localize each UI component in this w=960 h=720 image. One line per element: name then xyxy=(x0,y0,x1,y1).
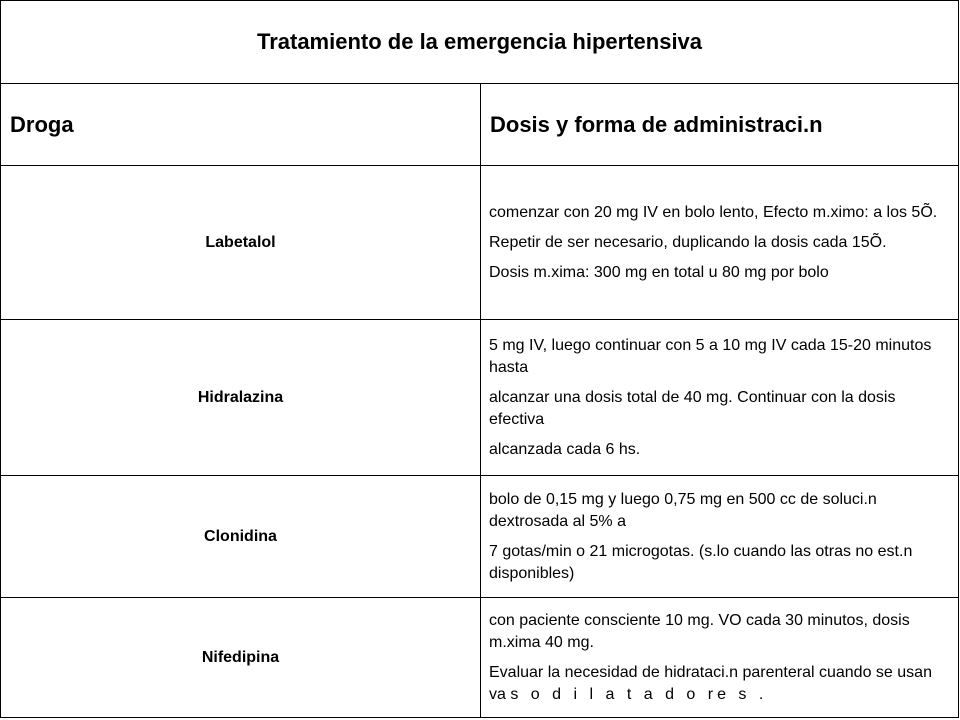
dose-cell xyxy=(481,598,959,718)
dose-line: Dosis m.xima: 300 mg en total u 80 mg por bolo xyxy=(489,263,829,281)
dose-line: con paciente consciente 10 mg. VO cada 30 minutos, dosis m.xima 40 mg. xyxy=(489,611,910,651)
table-row xyxy=(1,598,959,718)
drug-name: Labetalol xyxy=(1,166,481,320)
drug-name: Clonidina xyxy=(1,476,481,598)
header-dose: Dosis y forma de administraci.n xyxy=(481,84,959,166)
dose-cell xyxy=(481,166,959,320)
dose-line: comenzar con 20 mg IV en bolo lento, Efecto m.ximo: a los 5Õ. xyxy=(489,203,938,221)
dose-line: alcanzar una dosis total de 40 mg. Continuar con la dosis efectiva xyxy=(489,388,896,428)
drug-name: Nifedipina xyxy=(1,598,481,718)
dose-line: Repetir de ser necesario, duplicando la dosis cada 15Õ. xyxy=(489,233,887,251)
dose-line: bolo de 0,15 mg y luego 0,75 mg en 500 cc de soluci.n dextrosada al 5% a xyxy=(489,490,877,530)
dose-line xyxy=(489,662,950,706)
header-row xyxy=(1,84,959,166)
dose-line: 5 mg IV, luego continuar con 5 a 10 mg IV cada 15-20 minutos hasta xyxy=(489,336,932,376)
table-row xyxy=(1,320,959,476)
table-row xyxy=(1,166,959,320)
drug-name: Hidralazina xyxy=(1,320,481,476)
dose-line: alcanzada cada 6 hs. xyxy=(489,440,641,458)
dose-text-spaced: s o d i l a t a d o re s . xyxy=(510,685,768,703)
title-row xyxy=(1,1,959,84)
table-title: Tratamiento de la emergencia hipertensiva xyxy=(1,1,959,84)
dose-cell xyxy=(481,320,959,476)
dose-cell xyxy=(481,476,959,598)
dose-line: 7 gotas/min o 21 microgotas. (s.lo cuando las otras no est.n disponibles) xyxy=(489,542,913,582)
header-drug: Droga xyxy=(1,84,481,166)
dose-text: Evaluar la necesidad de hidrataci.n parenteral cuando se usan va xyxy=(489,663,932,703)
table-row xyxy=(1,476,959,598)
